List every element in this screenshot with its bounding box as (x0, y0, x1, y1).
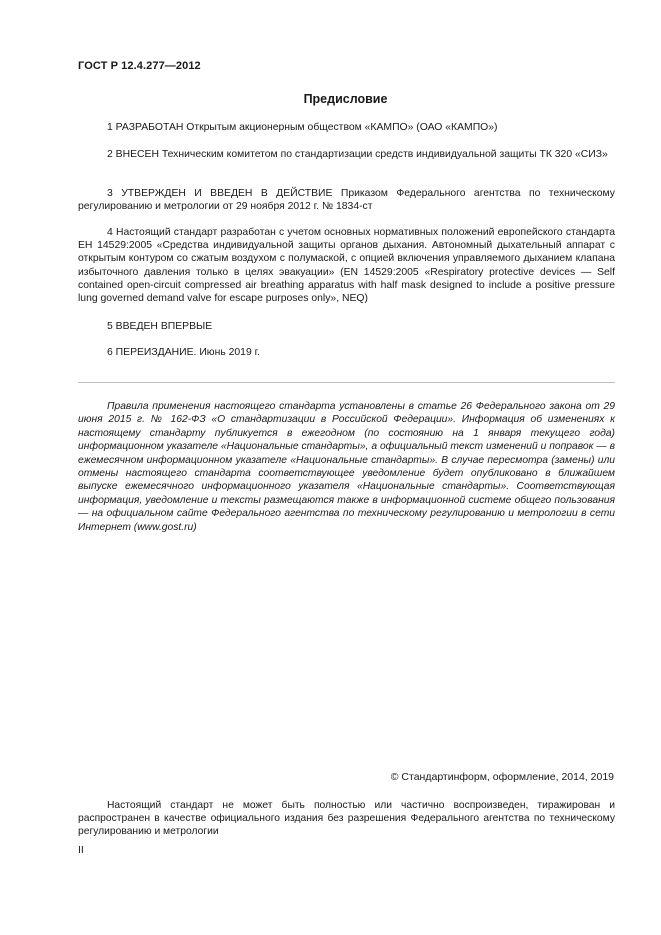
reproduction-rights-notice: Настоящий стандарт не может быть полностью или частично воспроизведен, тиражирован и распространен в качестве официального издания без разрешения Федерального агентства по техническому регулированию и метрологии (78, 800, 615, 838)
foreword-item-2: 2 ВНЕСЕН Техническим комитетом по стандартизации средств индивидуальной защиты ТК 320 «СИЗ» (107, 149, 608, 160)
document-code-header: ГОСТ Р 12.4.277—2012 (78, 60, 201, 72)
page-title: Предисловие (303, 92, 388, 106)
page-number: II (78, 844, 84, 856)
copyright-notice: © Стандартинформ, оформление, 2014, 2019 (390, 771, 614, 783)
foreword-item-5: 5 ВВЕДЕН ВПЕРВЫЕ (107, 321, 213, 332)
foreword-item-4: 4 Настоящий стандарт разработан с учетом основных нормативных положений европейского стандарта ЕН 14529:2005 «Средства индивидуальной защиты органов дыхания. Автономный дыхательный аппарат с открытым контуром со сжатым воздухом с полумаской, с опцией включения управляемого дыханием клапана избыточного давления только в целях эвакуации» (EN 14529:2005 «Respiratory protective devices — Self contained open-circuit compressed air breathing apparatus with half mask designed to include a positive pressure lung governed demand valve for escape purposes only», NEQ) (78, 227, 615, 305)
divider-line (78, 382, 615, 383)
foreword-item-6: 6 ПЕРЕИЗДАНИЕ. Июнь 2019 г. (107, 347, 261, 358)
foreword-item-1: 1 РАЗРАБОТАН Открытым акционерным обществом «КАМПО» (ОАО «КАМПО») (107, 122, 498, 133)
foreword-item-3: 3 УТВЕРЖДЕН И ВВЕДЕН В ДЕЙСТВИЕ Приказом Федерального агентства по техническому регулированию и метрологии от 29 ноября 2012 г. № 1834-ст (78, 188, 615, 213)
application-rules-notice: Правила применения настоящего стандарта установлены в статье 26 Федерального закона от 29 июня 2015 г. № 162-ФЗ «О стандартизации в Российской Федерации». Информация об изменениях к настоящему стандарту публикуется в ежегодном (по состоянию на 1 января текущего года) информационном указателе «Национальные стандарты», а официальный текст изменений и поправок — в ежемесячном информационном указателе «Национальные стандарты». В случае пересмотра (замены) или отмены настоящего стандарта соответствующее уведомление будет опубликовано в ближайшем выпуске ежемесячного информационного указателя «Национальные стандарты». Соответствующая информация, уведомление и тексты размещаются также в информационной системе общего пользования — на официальном сайте Федерального агентства по техническому регулированию и метрологии в сети Интернет (www.gost.ru) (78, 401, 615, 533)
